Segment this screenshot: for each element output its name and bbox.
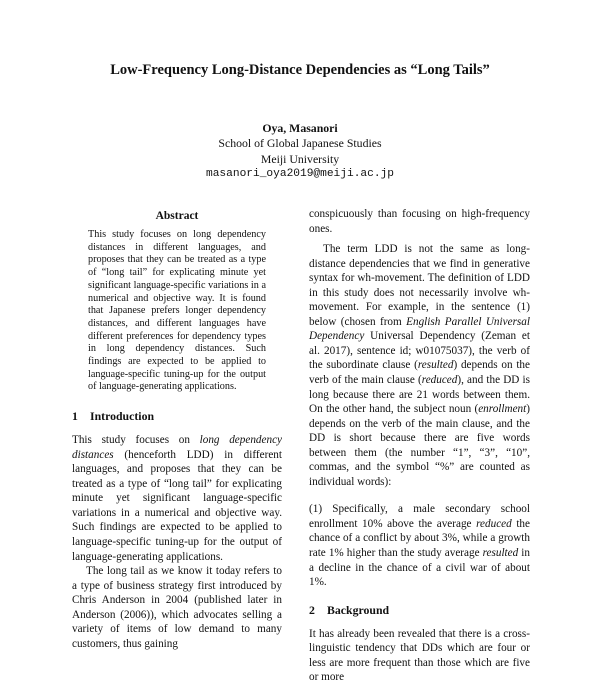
- section-1-number: 1: [72, 409, 78, 424]
- intro-p3-text-b: Universal Dependency (Zeman et al. 2017), sentence id; w01075037), the verb of the subordinate clause (: [309, 330, 530, 372]
- section-2-heading: [309, 603, 530, 618]
- example-sentence-1: [309, 502, 530, 589]
- intro-p1-text-a: This study focuses on: [72, 434, 200, 447]
- example-text-b: the chance of a conflict by about 3%, while a growth rate 1% higher than the study average: [309, 517, 530, 560]
- intro-p3-text-d: ), and the DD is long because there are 21 words between them. On the other hand, the subject noun (: [309, 374, 530, 416]
- section-2-number: 2: [309, 602, 315, 617]
- intro-p3-text-a: The term LDD is not the same as long-distance dependencies that we find in generative syntax for wh-movement. The definition of LDD in this study does not necessarily involve wh-movement. For example, in the sentence (1) below (chosen from: [309, 243, 530, 328]
- intro-p3-text-c: ) depends on the verb of the main clause (: [309, 359, 530, 387]
- background-paragraph-1: It has already been revealed that there is a cross-linguistic tendency that DDs which are four or less are more frequent than those which are five or more: [309, 627, 530, 684]
- paper-title: Low-Frequency Long-Distance Dependencies as “Long Tails”: [110, 62, 490, 78]
- author-email: masanori_oya2019@meiji.ac.jp: [206, 168, 394, 181]
- intro-paragraph-3: [309, 242, 530, 489]
- abstract-heading: Abstract: [155, 210, 199, 222]
- intro-p3-emphasis-1: English Parallel Universal Dependency: [309, 315, 530, 343]
- author-university: Meiji University: [260, 151, 340, 166]
- section-1-title: Introduction: [90, 409, 155, 424]
- intro-p3-emphasis-3: reduced: [421, 374, 458, 387]
- example-emphasis-2: resulted: [482, 547, 519, 560]
- example-text-c: in a decline in the chance of a civil war of about 1%.: [309, 547, 530, 589]
- abstract-text: This study focuses on long dependency distances in different languages, and proposes that they can be treated as a type of “long tail” for explicating minute yet significant language-specific variations in a numerical and objective way. It is found that Japanese prefers longer dependency distances, and different languages have different preferences for dependency types in long dependency distances. Such findings are expected to be applied to language-specific tuning-up for the output of language-generating applications.: [88, 229, 266, 393]
- example-emphasis-1: reduced: [476, 517, 512, 530]
- intro-p1-text-b: (henceforth LDD) in different languages, and proposes that they can be treated as a type of “long tail” for explicating minute yet significant language-specific variations in a numerical and objective way. Such findings are expected to be applied to language-specific tuning-up for the output of language-generating applications.: [72, 448, 282, 563]
- section-1-heading: [72, 409, 282, 424]
- intro-paragraph-2-continued: conspicuously than focusing on high-frequency ones.: [309, 208, 530, 235]
- right-column: [309, 207, 530, 685]
- author-affiliation: School of Global Japanese Studies: [218, 136, 382, 151]
- intro-p3-emphasis-4: enrollment: [478, 403, 527, 416]
- intro-p3-text-e: ) depends on the verb of the main clause, and the DD is short because there are five words between them (the number “1”, “3”, “10”, commas, and the symbol “%” are counted as individual words):: [309, 403, 530, 488]
- intro-p1-emphasis: long dependency distances: [72, 434, 282, 461]
- intro-paragraph-1: [72, 433, 282, 564]
- intro-paragraph-2: The long tail as we know it today refers to a type of business strategy first introduced by Chris Anderson in 2004 (published later in Anderson (2006)), which advocates selling a variety of items of low demand to many customers, thus gaining: [72, 565, 282, 650]
- left-column: [72, 210, 282, 651]
- intro-p3-emphasis-2: resulted: [417, 359, 454, 372]
- author-block: [0, 121, 600, 183]
- author-name: Oya, Masanori: [262, 121, 338, 135]
- section-2-title: Background: [327, 602, 390, 617]
- example-text-a: (1) Specifically, a male secondary school enrollment 10% above the average: [309, 503, 530, 530]
